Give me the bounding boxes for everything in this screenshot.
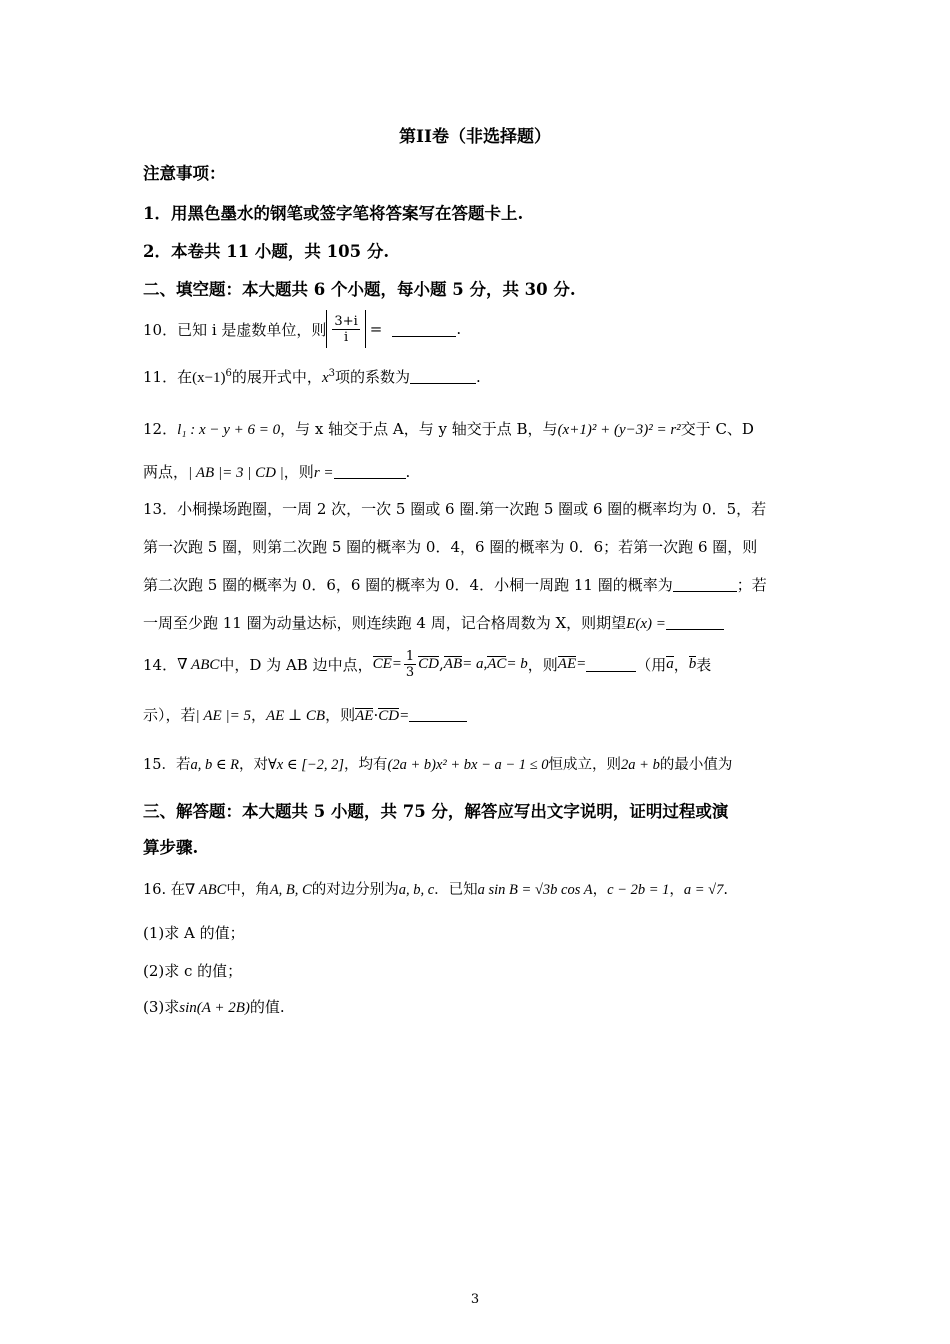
abs-value: $\frac{3+i}{i}$ (326, 310, 365, 348)
section-2-heading: 二、填空题：本大题共 6 个小题，每小题 5 分，共 30 分. (143, 280, 576, 299)
notice-item-1: 1．用黑色墨水的钢笔或签字笔将答案写在答题卡上. (143, 204, 524, 223)
page-number: 3 (470, 1292, 480, 1307)
section-3-heading: 三、解答题：本大题共 5 小题，共 75 分，解答应写出文字说明，证明过程或演 (143, 802, 729, 821)
question-13-line-4: 一周至少跑 11 圈为动量达标，则连续跑 4 周，记合格周数为 X，则期望E(x) = (143, 612, 808, 633)
notice-heading: 注意事项： (143, 164, 226, 183)
question-16-part-1: (1)求 A 的值； (143, 924, 245, 942)
answer-blank (673, 577, 737, 592)
question-14-line-2: 示），若| AE |= 5，AE ⊥ CB，则AE·CD= (143, 704, 808, 725)
question-12: 12．l₁ : x − y + 6 = 0，与 x 轴交于点 A，与 y 轴交于点 B，与(x+1)² + (y−3)² = r²交于 C、D (143, 420, 754, 438)
question-16-part-3: (3)求sin(A + 2B)的值. (143, 998, 285, 1016)
question-15: 15．若a, b ∈ R，对∀x ∈ [−2, 2]，均有(2a + b)x² + bx − a − 1 ≤ 0恒成立，则2a + b的最小值为 (143, 757, 733, 773)
question-13-line-3: 第二次跑 5 圈的概率为 0．6，6 圈的概率为 0．4．小桐一周跑 11 圈的概率为 ；若 (143, 576, 767, 594)
question-13: 13．小桐操场跑圈，一周 2 次，一次 5 圈或 6 圈.第一次跑 5 圈或 6 圈的概率均为 0．5，若 (143, 500, 767, 518)
question-10: 10．已知 i 是虚数单位，则 $\frac{3+i}{i}$ = . (143, 307, 808, 351)
answer-blank (666, 615, 724, 630)
question-14: 14． ∇ ABC 中，D 为 AB 边中点， CE = $\frac{1}{3}$ CD , AB = a, AC = b ，则 AE = （用 a ， b 表 (143, 648, 712, 680)
notice-item-2: 2．本卷共 11 小题，共 105 分. (143, 242, 390, 261)
answer-blank (410, 369, 476, 384)
answer-blank (334, 464, 406, 479)
answer-blank (586, 657, 636, 672)
question-12-line-2: 两点，| AB |= 3 | CD |，则r = . (143, 463, 411, 481)
answer-blank (392, 322, 456, 337)
question-16-part-2: (2)求 c 的值； (143, 962, 243, 980)
page-title: 第II卷（非选择题） (399, 127, 551, 147)
question-13-line-2: 第一次跑 5 圈，则第二次跑 5 圈的概率为 0．4，6 圈的概率为 0．6；若第一次跑 6 圈，则 (143, 538, 758, 556)
question-16: 16. 在∇ ABC中，角A, B, C的对边分别为a, b, c．已知a sin B = √3b cos A，c − 2b = 1，a = √7. (143, 882, 728, 898)
question-11: 11．在$(x-1)^6$的展开式中，$x^3$项的系数为 . (143, 368, 481, 386)
answer-blank (409, 707, 467, 722)
section-3-heading-line-2: 算步骤. (143, 838, 199, 857)
